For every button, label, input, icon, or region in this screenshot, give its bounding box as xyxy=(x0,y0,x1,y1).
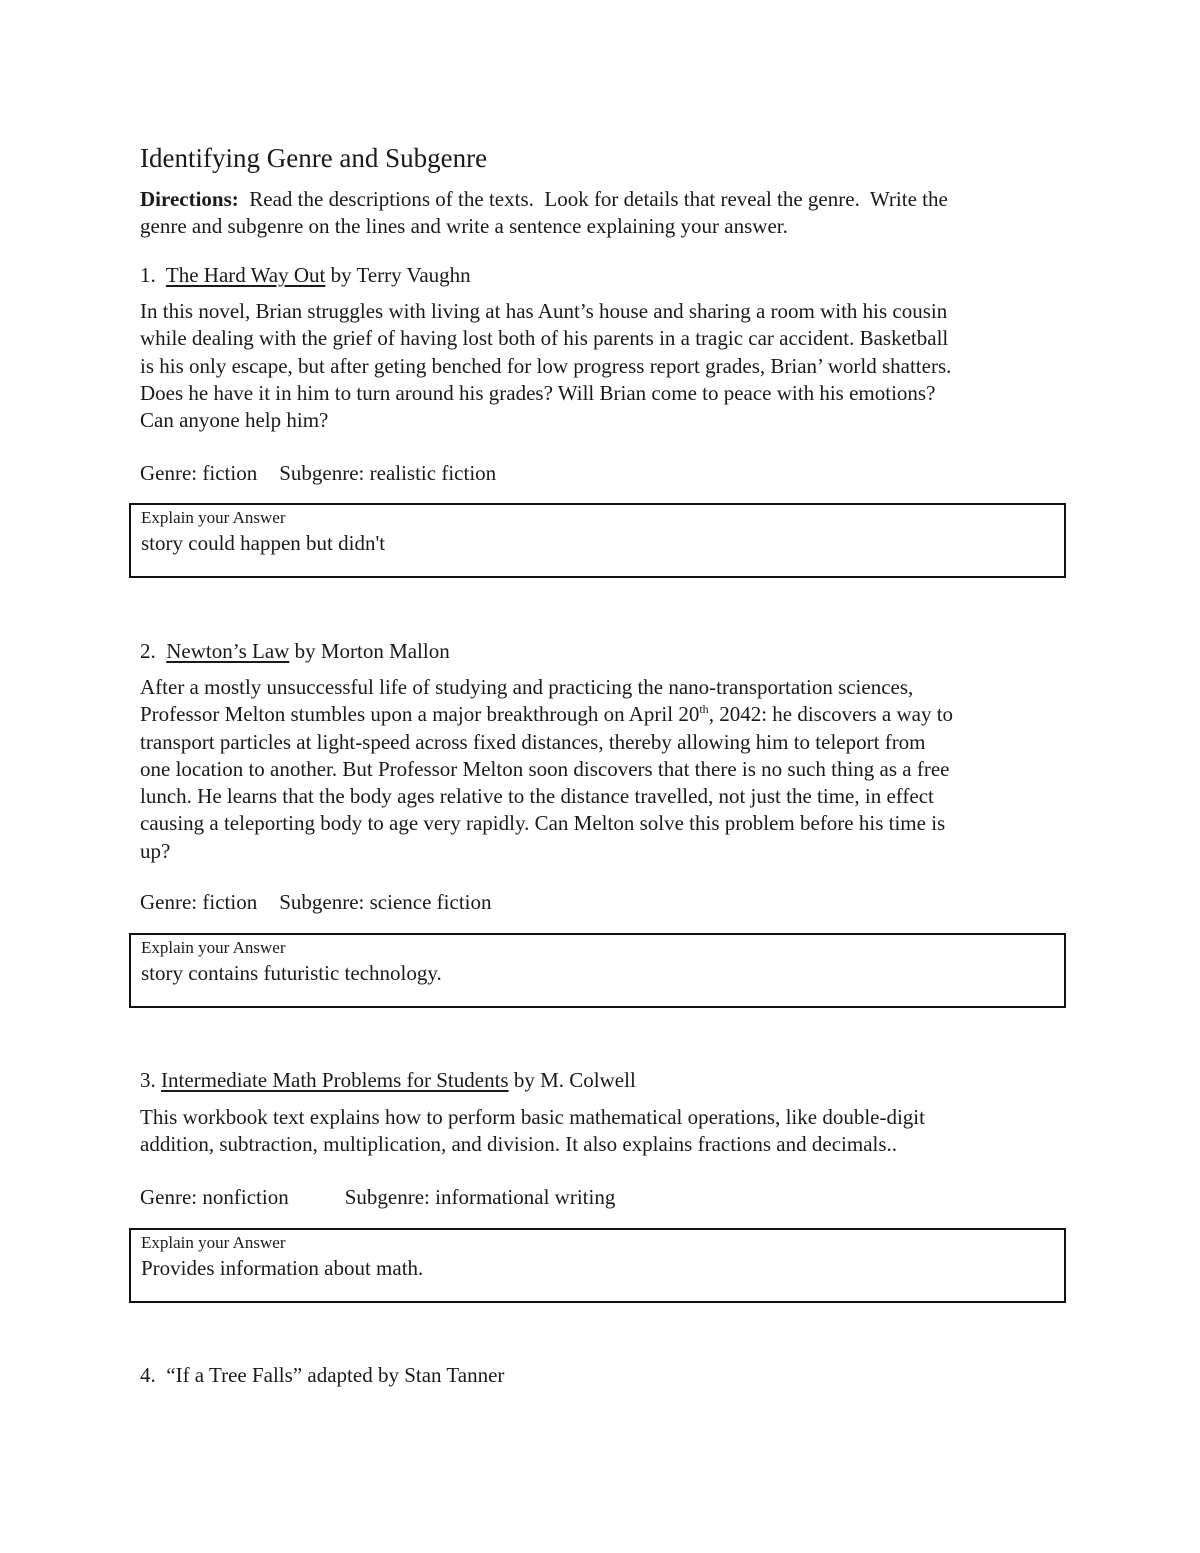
page-title: Identifying Genre and Subgenre xyxy=(140,143,488,173)
item-1-desc-line: Can anyone help him? xyxy=(140,408,329,433)
item-3-subgenre: informational writing xyxy=(435,1185,616,1209)
item-2-answer-text[interactable]: story contains futuristic technology. xyxy=(141,961,442,985)
item-1-desc-line: while dealing with the grief of having lost both of his parents in a tragic car accident. Basketball xyxy=(140,326,949,351)
item-2-byline: by Morton Mallon xyxy=(289,639,450,663)
subgenre-label: Subgenre: xyxy=(279,461,370,485)
item-3-description xyxy=(140,1104,925,1159)
genre-label: Genre: xyxy=(140,461,203,485)
item-2-desc-line: Professor Melton stumbles upon a major breakthrough on April 20 xyxy=(140,702,700,727)
subgenre-label: Subgenre: xyxy=(344,1185,436,1209)
item-1-description xyxy=(140,298,951,434)
item-2-desc-line: causing a teleporting body to age very rapidly. Can Melton solve this problem before his time is xyxy=(140,811,946,836)
item-3-answer-box[interactable] xyxy=(129,1228,1066,1303)
directions-line-2: genre and subgenre on the lines and write a sentence explaining your answer. xyxy=(140,214,788,238)
item-2-answer-box[interactable] xyxy=(129,933,1066,1008)
item-2-desc-line: After a mostly unsuccessful life of studying and practicing the nano-transportation sciences, xyxy=(140,675,914,699)
item-4-byline: adapted by Stan Tanner xyxy=(302,1363,505,1387)
directions-line-1 xyxy=(140,186,1070,213)
item-1-desc-line: is his only escape, but after geting benched for low progress report grades, Brian’ world shatters. xyxy=(140,353,952,378)
genre-label: Genre: xyxy=(140,1185,203,1209)
item-3-genre: nonfiction xyxy=(202,1185,289,1209)
directions-text-1: Read the descriptions of the texts. Look for details that reveal the genre. Write the xyxy=(238,187,948,211)
item-1-desc-line: Does he have it in him to turn around his grades? Will Brian come to peace with his emotions? xyxy=(140,380,936,405)
item-4-number: 4. xyxy=(140,1363,156,1387)
item-1-genre: fiction xyxy=(202,461,258,485)
item-2-subgenre: science fiction xyxy=(369,890,492,914)
item-3-heading xyxy=(140,1067,636,1094)
item-2-genre-line xyxy=(140,889,491,916)
item-3-answer-text[interactable]: Provides information about math. xyxy=(141,1256,424,1280)
item-2-title: Newton’s Law xyxy=(166,639,290,663)
directions xyxy=(140,186,1070,240)
item-4-heading xyxy=(140,1362,504,1389)
explain-label: Explain your Answer xyxy=(141,1233,286,1252)
item-1-heading xyxy=(140,262,471,289)
subgenre-label: Subgenre: xyxy=(279,890,370,914)
item-1-desc-line: In this novel, Brian struggles with living at has Aunt’s house and sharing a room with his cousin xyxy=(140,299,948,323)
item-1-byline: by Terry Vaughn xyxy=(325,263,471,287)
item-2-genre: fiction xyxy=(202,890,258,914)
item-1-answer-box[interactable] xyxy=(129,503,1066,578)
item-3-number: 3. xyxy=(140,1068,156,1092)
item-2-desc-line: lunch. He learns that the body ages relative to the distance travelled, not just the time, in effect xyxy=(140,784,934,809)
directions-label: Directions: xyxy=(140,187,239,211)
item-1-title: The Hard Way Out xyxy=(165,263,326,287)
item-2-desc-line: transport particles at light-speed across fixed distances, thereby allowing him to teleport from xyxy=(140,729,926,754)
item-1-subgenre: realistic fiction xyxy=(369,461,497,485)
item-1-answer-text[interactable]: story could happen but didn't xyxy=(141,531,386,555)
item-2-description xyxy=(140,674,953,865)
item-1-number: 1. xyxy=(140,263,156,287)
item-3-desc-line: This workbook text explains how to perform basic mathematical operations, like double-digit xyxy=(140,1105,925,1129)
item-2-number: 2. xyxy=(140,639,156,663)
item-1-genre-line xyxy=(140,460,496,487)
item-2-desc-line: up? xyxy=(140,838,171,863)
date-superscript: th xyxy=(699,702,709,717)
explain-label: Explain your Answer xyxy=(141,508,286,527)
item-3-genre-line xyxy=(140,1184,615,1211)
item-3-desc-line: addition, subtraction, multiplication, and division. It also explains fractions and decimals.. xyxy=(140,1132,898,1157)
item-2-desc-line: one location to another. But Professor Melton soon discovers that there is no such thing as a free xyxy=(140,756,950,781)
explain-label: Explain your Answer xyxy=(141,938,286,957)
item-2-desc-line-date xyxy=(140,701,953,728)
date-rest: , 2042: he discovers a way to xyxy=(708,702,954,727)
genre-label: Genre: xyxy=(140,890,203,914)
item-3-byline: by M. Colwell xyxy=(508,1068,636,1092)
item-4-title: “If a Tree Falls” xyxy=(166,1363,303,1387)
item-2-heading xyxy=(140,638,450,665)
item-3-title: Intermediate Math Problems for Students xyxy=(161,1068,509,1092)
